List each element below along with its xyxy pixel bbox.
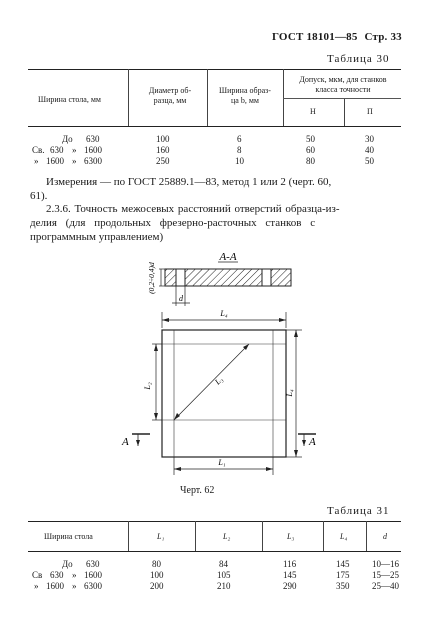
page-header: [272, 31, 402, 43]
row-from: 1600: [46, 156, 64, 166]
dim-l4-top: L₄: [220, 309, 228, 318]
row-to: 1600: [84, 145, 102, 155]
table30-top-rule: [28, 69, 401, 70]
row-bwidth: 10: [235, 156, 244, 166]
table31-vline: [366, 521, 367, 551]
hole-left: [176, 269, 185, 286]
standard-number: ГОСТ 18101—85: [272, 31, 358, 43]
row-from: 630: [50, 570, 64, 580]
table31-vline: [128, 521, 129, 551]
plate-outline: [162, 330, 286, 457]
table30-row: [0, 156, 427, 168]
table31-header-rule: [28, 551, 401, 552]
row-sep: »: [72, 581, 77, 591]
row-to: 630: [86, 134, 100, 144]
cut-label-right: А: [309, 436, 316, 448]
row-bwidth: 6: [237, 134, 242, 144]
table30-head-tol-l1: Допуск, мкм, для станков: [299, 75, 387, 84]
table31-head-d: d: [383, 532, 387, 541]
table30-head-diameter-l1: Диаметр об-: [148, 86, 192, 95]
table31-vline: [195, 521, 196, 551]
row-l4: 175: [336, 570, 350, 580]
row-from: 630: [50, 145, 64, 155]
row-pre: Св.: [32, 145, 45, 155]
row-diameter: 160: [156, 145, 170, 155]
figure-caption: Черт. 62: [180, 485, 215, 496]
table30-head-tol-l2: класса точности: [315, 85, 371, 94]
row-l2: 210: [217, 581, 231, 591]
paragraph-measurement-l2: 61).: [30, 190, 48, 202]
row-pre: »: [34, 156, 39, 166]
table30-head-diameter-l2: разца, мм: [153, 96, 187, 105]
row-l2: 105: [217, 570, 231, 580]
row-sep: До: [62, 134, 73, 144]
section-label: А-А: [219, 251, 237, 263]
row-d: 25—40: [372, 581, 399, 591]
row-l1: 200: [150, 581, 164, 591]
row-to: 6300: [84, 156, 102, 166]
table31-top-rule: [28, 521, 401, 522]
row-sep: До: [62, 559, 73, 569]
row-l4: 145: [336, 559, 350, 569]
table30-head-h: Н: [310, 107, 316, 116]
row-pre: »: [34, 581, 39, 591]
table30-vline: [207, 69, 208, 126]
row-diameter: 100: [156, 134, 170, 144]
dim-l4-right: L₄: [285, 389, 294, 397]
cut-label-left: А: [122, 436, 129, 448]
dim-l2: L₂: [143, 382, 152, 390]
row-from: 1600: [46, 581, 64, 591]
paragraph-measurement: [46, 175, 331, 189]
paragraph-measurement-l1: Измерения — по ГОСТ 25889.1—83, метод 1 или 2 (черт. 60,: [46, 176, 332, 188]
table31-caption: Таблица 31: [327, 505, 390, 517]
table31-vline: [262, 521, 263, 551]
table30-header-rule: [28, 126, 401, 127]
table31-head-l1: L₁: [157, 532, 165, 541]
row-l3: 116: [283, 559, 297, 569]
row-to: 630: [86, 559, 100, 569]
table31-head-l2: L₂: [223, 532, 231, 541]
row-bwidth: 8: [237, 145, 242, 155]
table30-head-tolerance: [285, 75, 401, 95]
row-diameter: 250: [156, 156, 170, 166]
row-d: 10—16: [372, 559, 399, 569]
row-p: 30: [365, 134, 374, 144]
paragraph-2-3-6-l3: программным управлением): [30, 231, 164, 243]
table31-row: [0, 581, 427, 593]
row-sep: »: [72, 156, 77, 166]
row-to: 1600: [84, 570, 102, 580]
table31-head-l4: L₄: [340, 532, 348, 541]
row-d: 15—25: [372, 570, 399, 580]
paragraph-2-3-6-l1: 2.3.6. Точность межосевых расстояний отверстий образца-из-: [46, 203, 340, 215]
table30-vline: [128, 69, 129, 126]
row-sep: »: [72, 570, 77, 580]
row-h: 60: [306, 145, 315, 155]
table30-vline: [344, 98, 345, 126]
dim-thickness: (0,2÷0,4)d: [147, 262, 156, 294]
table30-caption: Таблица 30: [327, 53, 390, 65]
row-sep: »: [72, 145, 77, 155]
table30-subrule: [283, 98, 401, 99]
table31-head-width: Ширина стола: [44, 532, 93, 541]
table30-head-width: Ширина стола, мм: [38, 95, 101, 104]
row-pre: Св: [32, 570, 43, 580]
table31-head-l3: L₃: [287, 532, 295, 541]
row-l3: 290: [283, 581, 297, 591]
page-number: Стр. 33: [364, 31, 402, 43]
row-p: 50: [365, 156, 374, 166]
table30-head-bwidth: [212, 86, 278, 106]
row-l2: 84: [219, 559, 228, 569]
table31-vline: [323, 521, 324, 551]
row-l3: 145: [283, 570, 297, 580]
dim-l1: L₁: [218, 458, 226, 467]
drawing-figure-62: [110, 248, 330, 478]
dim-l3: L₃: [213, 374, 225, 387]
table30-head-bwidth-l2: ца b, мм: [231, 96, 259, 105]
row-l1: 100: [150, 570, 164, 580]
table30-head-bwidth-l1: Ширина образ-: [219, 86, 271, 95]
row-p: 40: [365, 145, 374, 155]
row-l4: 350: [336, 581, 350, 591]
table30-head-diameter: [140, 86, 200, 106]
hole-right: [262, 269, 271, 286]
row-h: 50: [306, 134, 315, 144]
row-h: 80: [306, 156, 315, 166]
table30-head-p: П: [367, 107, 373, 116]
paragraph-2-3-6-l2: делия (для продольных фрезерно-расточных станков с: [30, 217, 316, 229]
row-to: 6300: [84, 581, 102, 591]
dim-d: d: [179, 294, 183, 303]
row-l1: 80: [152, 559, 161, 569]
